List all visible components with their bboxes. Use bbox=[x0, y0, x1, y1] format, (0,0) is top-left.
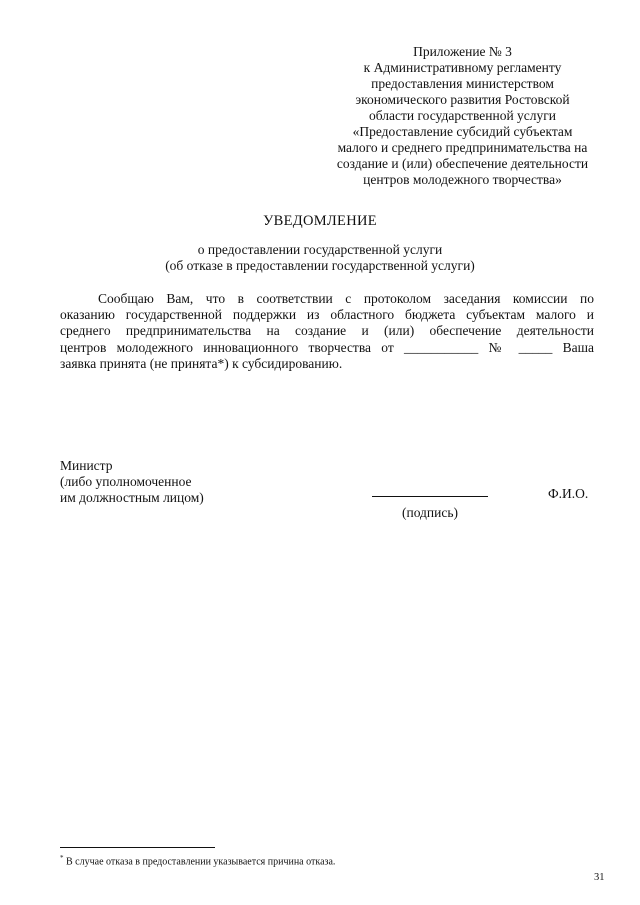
appendix-line: предоставления министерством bbox=[371, 76, 554, 91]
page-number: 31 bbox=[594, 872, 605, 883]
footnote bbox=[60, 854, 335, 867]
appendix-header bbox=[300, 44, 625, 188]
signer-title: Министр bbox=[60, 458, 113, 473]
appendix-line: к Административному регламенту bbox=[363, 60, 562, 75]
document-subtitle bbox=[0, 242, 640, 274]
appendix-line: центров молодежного творчества» bbox=[363, 172, 562, 187]
notice-body bbox=[60, 291, 594, 372]
full-name-placeholder: Ф.И.О. bbox=[548, 486, 589, 501]
footnote-divider bbox=[60, 847, 215, 848]
body-line: оказанию государственной поддержки из областного бюджета субъектам малого и bbox=[60, 307, 594, 323]
body-line: заявка принята (не принята*) к субсидированию. bbox=[60, 355, 343, 371]
subtitle-line: о предоставлении государственной услуги bbox=[197, 242, 443, 257]
body-line: центров молодежного инновационного творчества от ___________ № _____ Ваша bbox=[60, 339, 594, 355]
body-line: среднего предпринимательства на создание и (или) обеспечение деятельности bbox=[60, 323, 594, 339]
footnote-text: В случае отказа в предоставлении указывается причина отказа. bbox=[63, 856, 336, 868]
appendix-line: экономического развития Ростовской bbox=[355, 92, 570, 107]
signature-line bbox=[372, 496, 488, 497]
appendix-line: «Предоставление субсидий субъектам bbox=[352, 124, 573, 139]
document-title: УВЕДОМЛЕНИЕ bbox=[263, 213, 377, 229]
appendix-line: Приложение № 3 bbox=[413, 44, 512, 59]
appendix-line: области государственной услуги bbox=[368, 108, 557, 123]
subtitle-line: (об отказе в предоставлении государственной услуги) bbox=[165, 258, 475, 273]
signer-block bbox=[60, 458, 204, 506]
appendix-line: малого и среднего предпринимательства на bbox=[337, 140, 588, 155]
body-line: Сообщаю Вам, что в соответствии с протоколом заседания комиссии по bbox=[98, 291, 594, 306]
footnote-marker: * bbox=[60, 854, 64, 862]
signer-note: им должностным лицом) bbox=[60, 490, 204, 505]
signer-note: (либо уполномоченное bbox=[60, 474, 192, 489]
signature-caption: (подпись) bbox=[401, 505, 459, 520]
appendix-line: создание и (или) обеспечение деятельности bbox=[336, 156, 589, 171]
